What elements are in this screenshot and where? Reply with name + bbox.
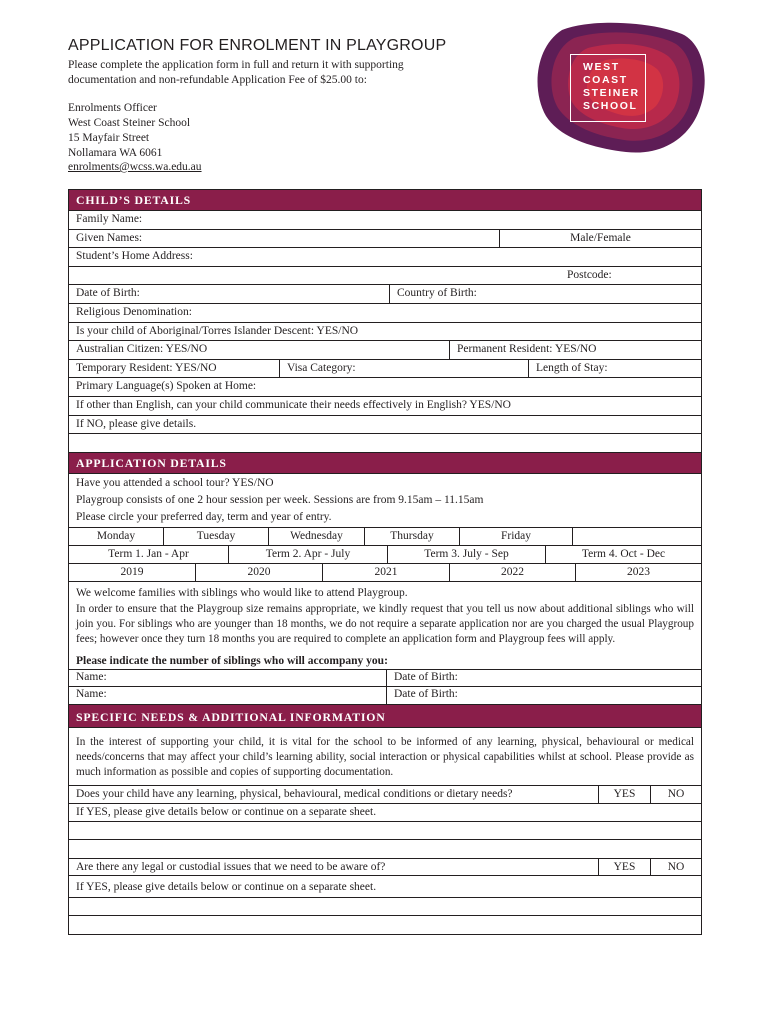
day-spacer — [572, 528, 701, 545]
year-option[interactable]: 2021 — [322, 564, 449, 581]
needs-question: Does your child have any learning, physical, behavioural, medical conditions or dietary needs? — [76, 787, 513, 800]
legal-blank-field[interactable] — [69, 898, 701, 915]
dob-row — [69, 285, 701, 304]
legal-details-row — [69, 876, 701, 898]
visa-category-field[interactable]: Visa Category: — [279, 360, 528, 378]
legal-blank-field[interactable] — [69, 916, 701, 934]
siblings-number-text: Please indicate the number of siblings who will accompany you: — [69, 649, 701, 670]
email-link[interactable]: enrolments@wcss.wa.edu.au — [68, 161, 202, 173]
circle-text: Please circle your preferred day, term and year of entry. — [69, 510, 701, 528]
day-option[interactable]: Tuesday — [163, 528, 268, 545]
needs-no-option[interactable]: NO — [650, 786, 701, 803]
section-header-specific-needs: SPECIFIC NEEDS & ADDITIONAL INFORMATION — [69, 705, 701, 728]
intro-line-2: documentation and non-refundable Application Fee of $25.00 to: — [68, 73, 367, 86]
postcode-field[interactable]: Postcode: — [567, 268, 612, 281]
legal-details-field[interactable]: If YES, please give details below or continue on a separate sheet. — [76, 880, 377, 893]
sibling-name-field[interactable]: Name: — [76, 688, 107, 701]
if-no-field[interactable]: If NO, please give details. — [76, 417, 197, 430]
sibling-dob-field[interactable]: Date of Birth: — [386, 687, 701, 704]
citizenship-row — [69, 341, 701, 360]
intro-text — [68, 58, 404, 87]
days-row — [69, 528, 701, 546]
address-line: Nollamara WA 6061 — [68, 147, 163, 159]
term-option[interactable]: Term 1. Jan - Apr — [108, 547, 189, 560]
logo-wordmark: WEST COAST STEINER SCHOOL — [583, 61, 640, 112]
needs-blank-row — [69, 840, 701, 858]
terms-row — [69, 546, 701, 564]
needs-blank-field[interactable] — [69, 840, 701, 858]
needs-blank-row — [69, 822, 701, 840]
primary-language-field[interactable]: Primary Language(s) Spoken at Home: — [76, 380, 257, 393]
needs-details-field[interactable]: If YES, please give details below or continue on a separate sheet. — [76, 805, 377, 818]
address-line: 15 Mayfair Street — [68, 132, 150, 144]
gender-field[interactable]: Male/Female — [499, 230, 701, 248]
legal-question: Are there any legal or custodial issues that we need to be aware of? — [76, 860, 386, 873]
form-title: APPLICATION FOR ENROLMENT IN PLAYGROUP — [68, 37, 447, 54]
day-option[interactable]: Monday — [96, 529, 136, 542]
section-header-application-details: APPLICATION DETAILS — [69, 453, 701, 474]
address-line: Enrolments Officer — [68, 102, 157, 114]
visa-row — [69, 360, 701, 379]
legal-question-row — [69, 858, 701, 876]
legal-blank-row — [69, 916, 701, 934]
specific-needs-intro: In the interest of supporting your child, it is vital for the school to be informed of any learning, physical, behavioural or medical needs/concerns that may affect your child’s learning ability, social interaction or physical capabilities whilst at school. Please provide as much information as possible and copies of supporting documentation. — [69, 728, 701, 786]
given-names-row — [69, 230, 701, 249]
year-option[interactable]: 2022 — [449, 564, 575, 581]
day-option[interactable]: Thursday — [364, 528, 459, 545]
legal-blank-row — [69, 898, 701, 916]
postcode-row — [69, 267, 701, 286]
legal-no-option[interactable]: NO — [650, 859, 701, 875]
term-option[interactable]: Term 3. July - Sep — [387, 546, 545, 563]
needs-details-row — [69, 804, 701, 822]
dob-field[interactable]: Date of Birth: — [76, 287, 140, 300]
home-address-field[interactable]: Student’s Home Address: — [76, 250, 193, 263]
home-address-row — [69, 248, 701, 267]
blank-row — [69, 434, 701, 453]
given-names-field[interactable]: Given Names: — [76, 231, 143, 244]
needs-blank-field[interactable] — [69, 822, 701, 839]
years-row — [69, 564, 701, 582]
citizen-field[interactable]: Australian Citizen: YES/NO — [76, 343, 208, 356]
mailing-address — [68, 101, 190, 161]
permanent-resident-field[interactable]: Permanent Resident: YES/NO — [449, 341, 701, 359]
if-no-row — [69, 416, 701, 435]
religion-row — [69, 304, 701, 323]
temporary-resident-field[interactable]: Temporary Resident: YES/NO — [76, 361, 217, 374]
year-option[interactable]: 2020 — [195, 564, 322, 581]
communicate-row — [69, 397, 701, 416]
day-option[interactable]: Friday — [459, 528, 572, 545]
aboriginal-row — [69, 323, 701, 342]
religion-field[interactable]: Religious Denomination: — [76, 305, 192, 318]
family-name-row — [69, 211, 701, 230]
aboriginal-field[interactable]: Is your child of Aboriginal/Torres Islander Descent: YES/NO — [76, 324, 359, 337]
term-option[interactable]: Term 4. Oct - Dec — [545, 546, 701, 563]
communicate-field[interactable]: If other than English, can your child communicate their needs effectively in English? YES/NO — [76, 398, 511, 411]
year-option[interactable]: 2023 — [575, 564, 701, 581]
sessions-text: Playgroup consists of one 2 hour session per week. Sessions are from 9.15am – 11.15am — [76, 493, 484, 506]
address-line: West Coast Steiner School — [68, 117, 191, 129]
sibling-row — [69, 670, 701, 688]
term-option[interactable]: Term 2. Apr - July — [228, 546, 387, 563]
blank-field[interactable] — [69, 434, 701, 452]
intro-line-1: Please complete the application form in full and return it with supporting — [68, 59, 404, 71]
year-option[interactable]: 2019 — [120, 565, 144, 578]
section-header-childs-details: CHILD’S DETAILS — [69, 190, 701, 211]
enrolment-form — [68, 189, 702, 935]
school-tour-text: Have you attended a school tour? YES/NO — [76, 476, 274, 489]
day-option[interactable]: Wednesday — [268, 528, 364, 545]
primary-language-row — [69, 378, 701, 397]
needs-yes-option[interactable]: YES — [598, 786, 650, 803]
legal-yes-option[interactable]: YES — [598, 859, 650, 875]
siblings-paragraph: In order to ensure that the Playgroup size remains appropriate, we kindly request that you tell us now about additional siblings who will join you. For siblings who are younger than 18 months, we do not require a separate application nor are you charged the usual Playgroup fees; however once they turn 18 months you are required to complete an application form and Playgroup fees will apply. — [76, 602, 694, 645]
sibling-dob-field[interactable]: Date of Birth: — [386, 670, 701, 687]
length-of-stay-field[interactable]: Length of Stay: — [528, 360, 701, 378]
sibling-row — [69, 687, 701, 705]
family-name-field[interactable]: Family Name: — [76, 213, 143, 225]
needs-question-row — [69, 786, 701, 804]
siblings-welcome-text: We welcome families with siblings who would like to attend Playgroup. — [76, 586, 408, 599]
country-of-birth-field[interactable]: Country of Birth: — [389, 285, 701, 303]
sibling-name-field[interactable]: Name: — [76, 670, 107, 683]
